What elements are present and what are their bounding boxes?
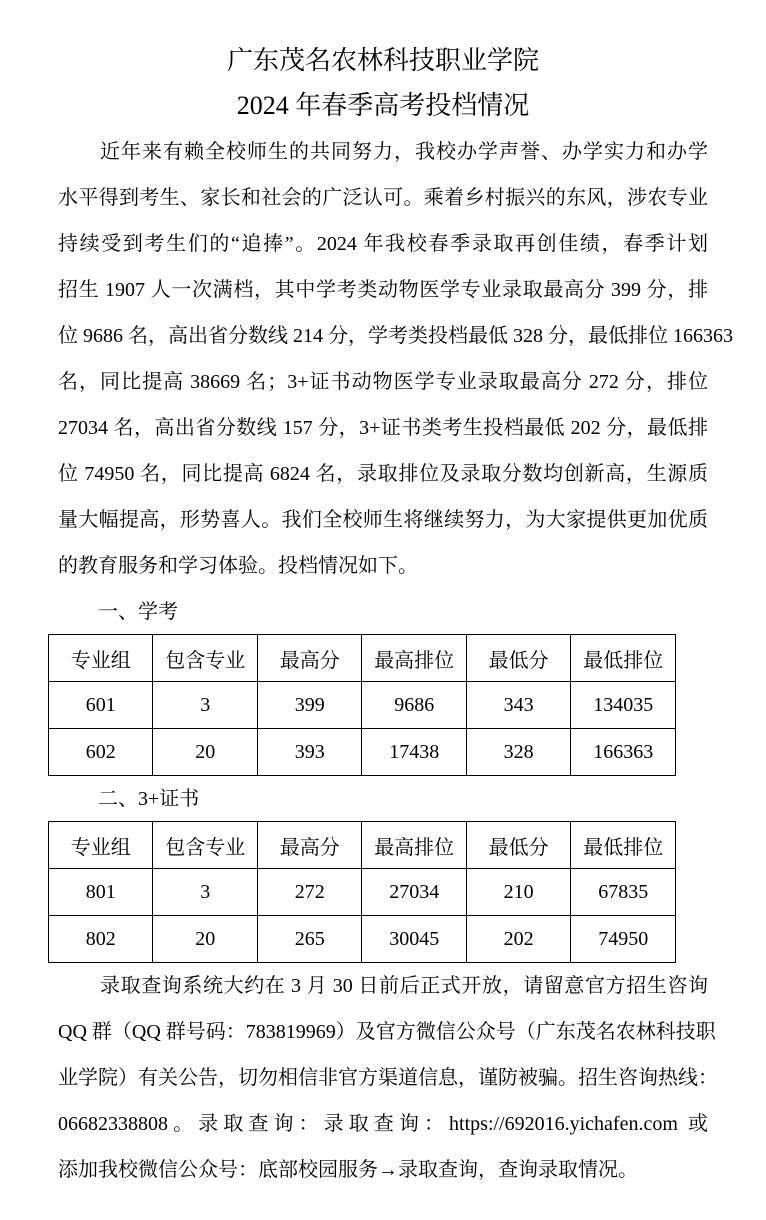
- table-cell: 9686: [362, 682, 466, 729]
- paragraph-line: 持续受到考生们的“追捧”。2024 年我校春季录取再创佳绩，春季计划: [58, 233, 708, 255]
- table-cell: 67835: [571, 869, 676, 916]
- paragraph-line: 的教育服务和学习体验。投档情况如下。: [58, 555, 418, 577]
- table-cell: 210: [466, 869, 570, 916]
- section-heading-certificate: 二、3+证书: [98, 788, 200, 810]
- certificate-table: [48, 821, 676, 963]
- paragraph-line: 业学院）有关公告，切勿相信非官方渠道信息，谨防被骗。招生咨询热线：: [58, 1067, 718, 1089]
- header-cell: 专业组: [49, 822, 153, 869]
- paragraph-line: 06682338808。录取查询：录取查询：https://692016.yichafen.com 或: [58, 1113, 708, 1135]
- table-row: [49, 729, 676, 776]
- table-cell: 27034: [362, 869, 466, 916]
- table-cell: 74950: [571, 916, 676, 963]
- table-row: [49, 682, 676, 729]
- header-cell: 最低分: [466, 635, 570, 682]
- header-cell: 专业组: [49, 635, 153, 682]
- header-cell: 最高排位: [362, 635, 466, 682]
- table-cell: 602: [49, 729, 153, 776]
- paragraph-line: 27034 名，高出省分数线 157 分，3+证书类考生投档最低 202 分，最低排: [58, 417, 708, 439]
- table-cell: 343: [466, 682, 570, 729]
- paragraph-line: 招生 1907 人一次满档，其中学考类动物医学专业录取最高分 399 分，排: [58, 279, 708, 301]
- paragraph-line: QQ 群（QQ 群号码：783819969）及官方微信公众号（广东茂名农林科技职: [58, 1021, 716, 1043]
- header-cell: 最高分: [257, 822, 361, 869]
- table-header-row: [49, 635, 676, 682]
- paragraph-line: 添加我校微信公众号：底部校园服务→录取查询，查询录取情况。: [58, 1159, 638, 1181]
- paragraph-line: 名，同比提高 38669 名；3+证书动物医学专业录取最高分 272 分，排位: [58, 371, 708, 393]
- xuekao-table: [48, 634, 676, 776]
- table-cell: 134035: [571, 682, 676, 729]
- table-cell: 601: [49, 682, 153, 729]
- header-cell: 最低分: [466, 822, 570, 869]
- table-header-row: [49, 822, 676, 869]
- table-row: [49, 869, 676, 916]
- document-title: 广东茂名农林科技职业学院: [226, 46, 539, 75]
- table-cell: 20: [153, 916, 257, 963]
- table-cell: 265: [257, 916, 361, 963]
- section-heading-xuekao: 一、学考: [98, 601, 178, 623]
- header-cell: 包含专业: [153, 822, 257, 869]
- header-cell: 最高分: [257, 635, 361, 682]
- paragraph-line: 水平得到考生、家长和社会的广泛认可。乘着乡村振兴的东风，涉农专业: [58, 187, 708, 209]
- outro-paragraph: [58, 963, 718, 1193]
- paragraph-line: 量大幅提高，形势喜人。我们全校师生将继续努力，为大家提供更加优质: [58, 509, 708, 531]
- table-cell: 30045: [362, 916, 466, 963]
- paragraph-line: 近年来有赖全校师生的共同努力，我校办学声誉、办学实力和办学: [100, 141, 708, 163]
- header-cell: 最低排位: [571, 635, 676, 682]
- table-row: [49, 916, 676, 963]
- table-cell: 202: [466, 916, 570, 963]
- table-cell: 3: [153, 682, 257, 729]
- table-cell: 17438: [362, 729, 466, 776]
- paragraph-line: 位 74950 名，同比提高 6824 名，录取排位及录取分数均创新高，生源质: [58, 463, 708, 485]
- table-cell: 20: [153, 729, 257, 776]
- table-cell: 802: [49, 916, 153, 963]
- table-cell: 166363: [571, 729, 676, 776]
- document-subtitle: 2024 年春季高考投档情况: [236, 91, 530, 120]
- header-cell: 最低排位: [571, 822, 676, 869]
- paragraph-line: 录取查询系统大约在 3 月 30 日前后正式开放，请留意官方招生咨询: [100, 975, 708, 997]
- table-cell: 3: [153, 869, 257, 916]
- table-cell: 393: [257, 729, 361, 776]
- paragraph-line: 位 9686 名，高出省分数线 214 分，学考类投档最低 328 分，最低排位 166363: [58, 325, 733, 347]
- intro-paragraph: [58, 129, 733, 589]
- table-cell: 328: [466, 729, 570, 776]
- table-cell: 399: [257, 682, 361, 729]
- header-cell: 包含专业: [153, 635, 257, 682]
- header-cell: 最高排位: [362, 822, 466, 869]
- table-cell: 801: [49, 869, 153, 916]
- table-cell: 272: [257, 869, 361, 916]
